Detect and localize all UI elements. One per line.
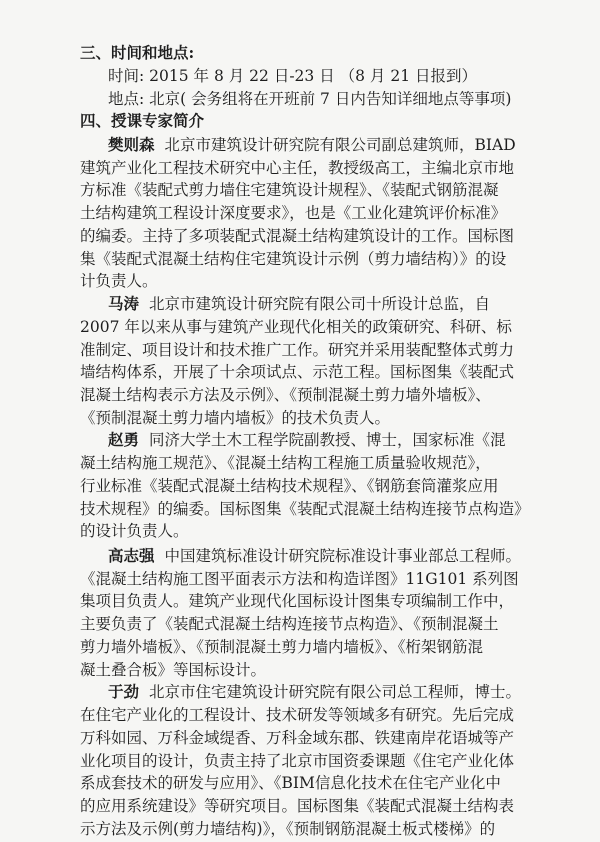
expert-name: 高志强 [108,545,155,565]
expert-intro-line [108,428,600,452]
expert-bio-line: 2007 年以来从事与建筑产业现代化相关的政策研究、科研、标 [80,317,512,336]
expert-intro-line [108,680,600,704]
expert-bio-line: 剪力墙外墙板》、《预制混凝土剪力墙内墙板》、《桁架钢筋混 [80,637,484,656]
expert-bio-line: 混凝土结构表示方法及示例》、《预制混凝土剪力墙外墙板》、 [80,385,491,404]
expert-bio-line: 墙结构体系，开展了十余项试点、示范工程。国标图集《装配式 [80,363,515,382]
expert-name: 樊则森 [108,134,155,154]
expert-bio-line: 《混凝土结构施工图平面表示方法和构造详图》11G101 系列图 [80,569,519,588]
expert-bio-line: 同济大学土木工程学院副教授、博士，国家标准《混 [149,431,506,450]
expert-bio-line: 土结构建筑工程设计深度要求》，也是《工业化建筑评价标准》 [80,204,507,223]
expert-bio-line: 的编委。主持了多项装配式混凝土结构建筑设计的工作。国标图 [80,226,515,245]
expert-bio-line: 《预制混凝土剪力墙内墙板》的技术负责人。 [80,408,391,427]
expert-intro-line [108,292,600,316]
expert-bio-line: 中国建筑标准设计研究院标准设计事业部总工程师。 [164,546,522,565]
expert-bio-line: 系成套技术的研发与应用》、《BIM信息化技术在住宅产业化中 [80,774,501,793]
expert-bio-line: 在住宅产业化的工程设计、技术研发等领域多有研究。先后完成 [80,706,515,725]
expert-bio-line: 计负责人。 [80,272,158,291]
expert-bio-line: 集项目负责人。建筑产业现代化国标设计图集专项编制工作中， [80,592,515,611]
expert-name: 马涛 [108,294,140,313]
expert-bio-line: 示方法及示例(剪力墙结构)》，《预制钢筋混凝土板式楼梯》的 [80,819,496,838]
expert-name: 赵勇 [108,430,140,450]
event-place: 地点: 北京( 会务组将在开班前 7 日内告知详细地点等事项) [108,89,512,108]
section4-heading: 四、授课专家简介 [80,111,205,131]
event-time: 时间: 2015 年 8 月 22 日-23 日 （8 月 21 日报到） [108,66,477,85]
expert-bio-line: 建筑产业化工程技术研究中心主任，教授级高工，主编北京市地 [80,158,515,177]
expert-bio-line: 方标准《装配式剪力墙住宅建筑设计规程》、《装配式钢筋混凝 [80,181,499,200]
expert-name: 于劲 [108,682,140,702]
section3-heading: 三、时间和地点: [80,43,195,62]
expert-bio-line: 北京市住宅建筑设计研究院有限公司总工程师，博士。 [149,683,522,702]
expert-bio-line: 技术规程》的编委。国标图集《装配式混凝土结构连接节点构造》 [80,499,530,518]
expert-bio-line: 凝土叠合板》等国标设计。 [80,660,267,679]
expert-bio-line: 北京市建筑设计研究院有限公司十所设计总监，自 [149,295,491,313]
expert-bio-line: 准制定、项目设计和技术推广工作。研究并采用装配整体式剪力 [80,340,515,359]
expert-bio-line: 主要负责了《装配式混凝土结构连接节点构造》、《预制混凝土 [80,615,499,634]
expert-bio-line: 业化项目的设计，负责主持了北京市国资委课题《住宅产业化体 [80,751,515,770]
expert-bio-line: 的设计负责人。 [80,522,189,541]
expert-intro-line [108,133,600,157]
expert-bio-line: 北京市建筑设计研究院有限公司副总建筑师，BIAD [164,135,516,154]
expert-bio-line: 集《装配式混凝土结构住宅建筑设计示例（剪力墙结构）》的设 [80,249,507,268]
expert-bio-line: 行业标准《装配式混凝土结构技术规程》、《钢筋套筒灌浆应用 [80,476,499,495]
expert-intro-line [108,544,600,568]
expert-bio-line: 的应用系统建设》等研究项目。国标图集《装配式混凝土结构表 [80,797,515,815]
expert-bio-line: 万科如园、万科金域缇香、万科金域东郡、铁建南岸花语城等产 [80,728,515,747]
expert-bio-line: 凝土结构施工规范》、《混凝土结构工程施工质量验收规范》， [80,454,491,473]
